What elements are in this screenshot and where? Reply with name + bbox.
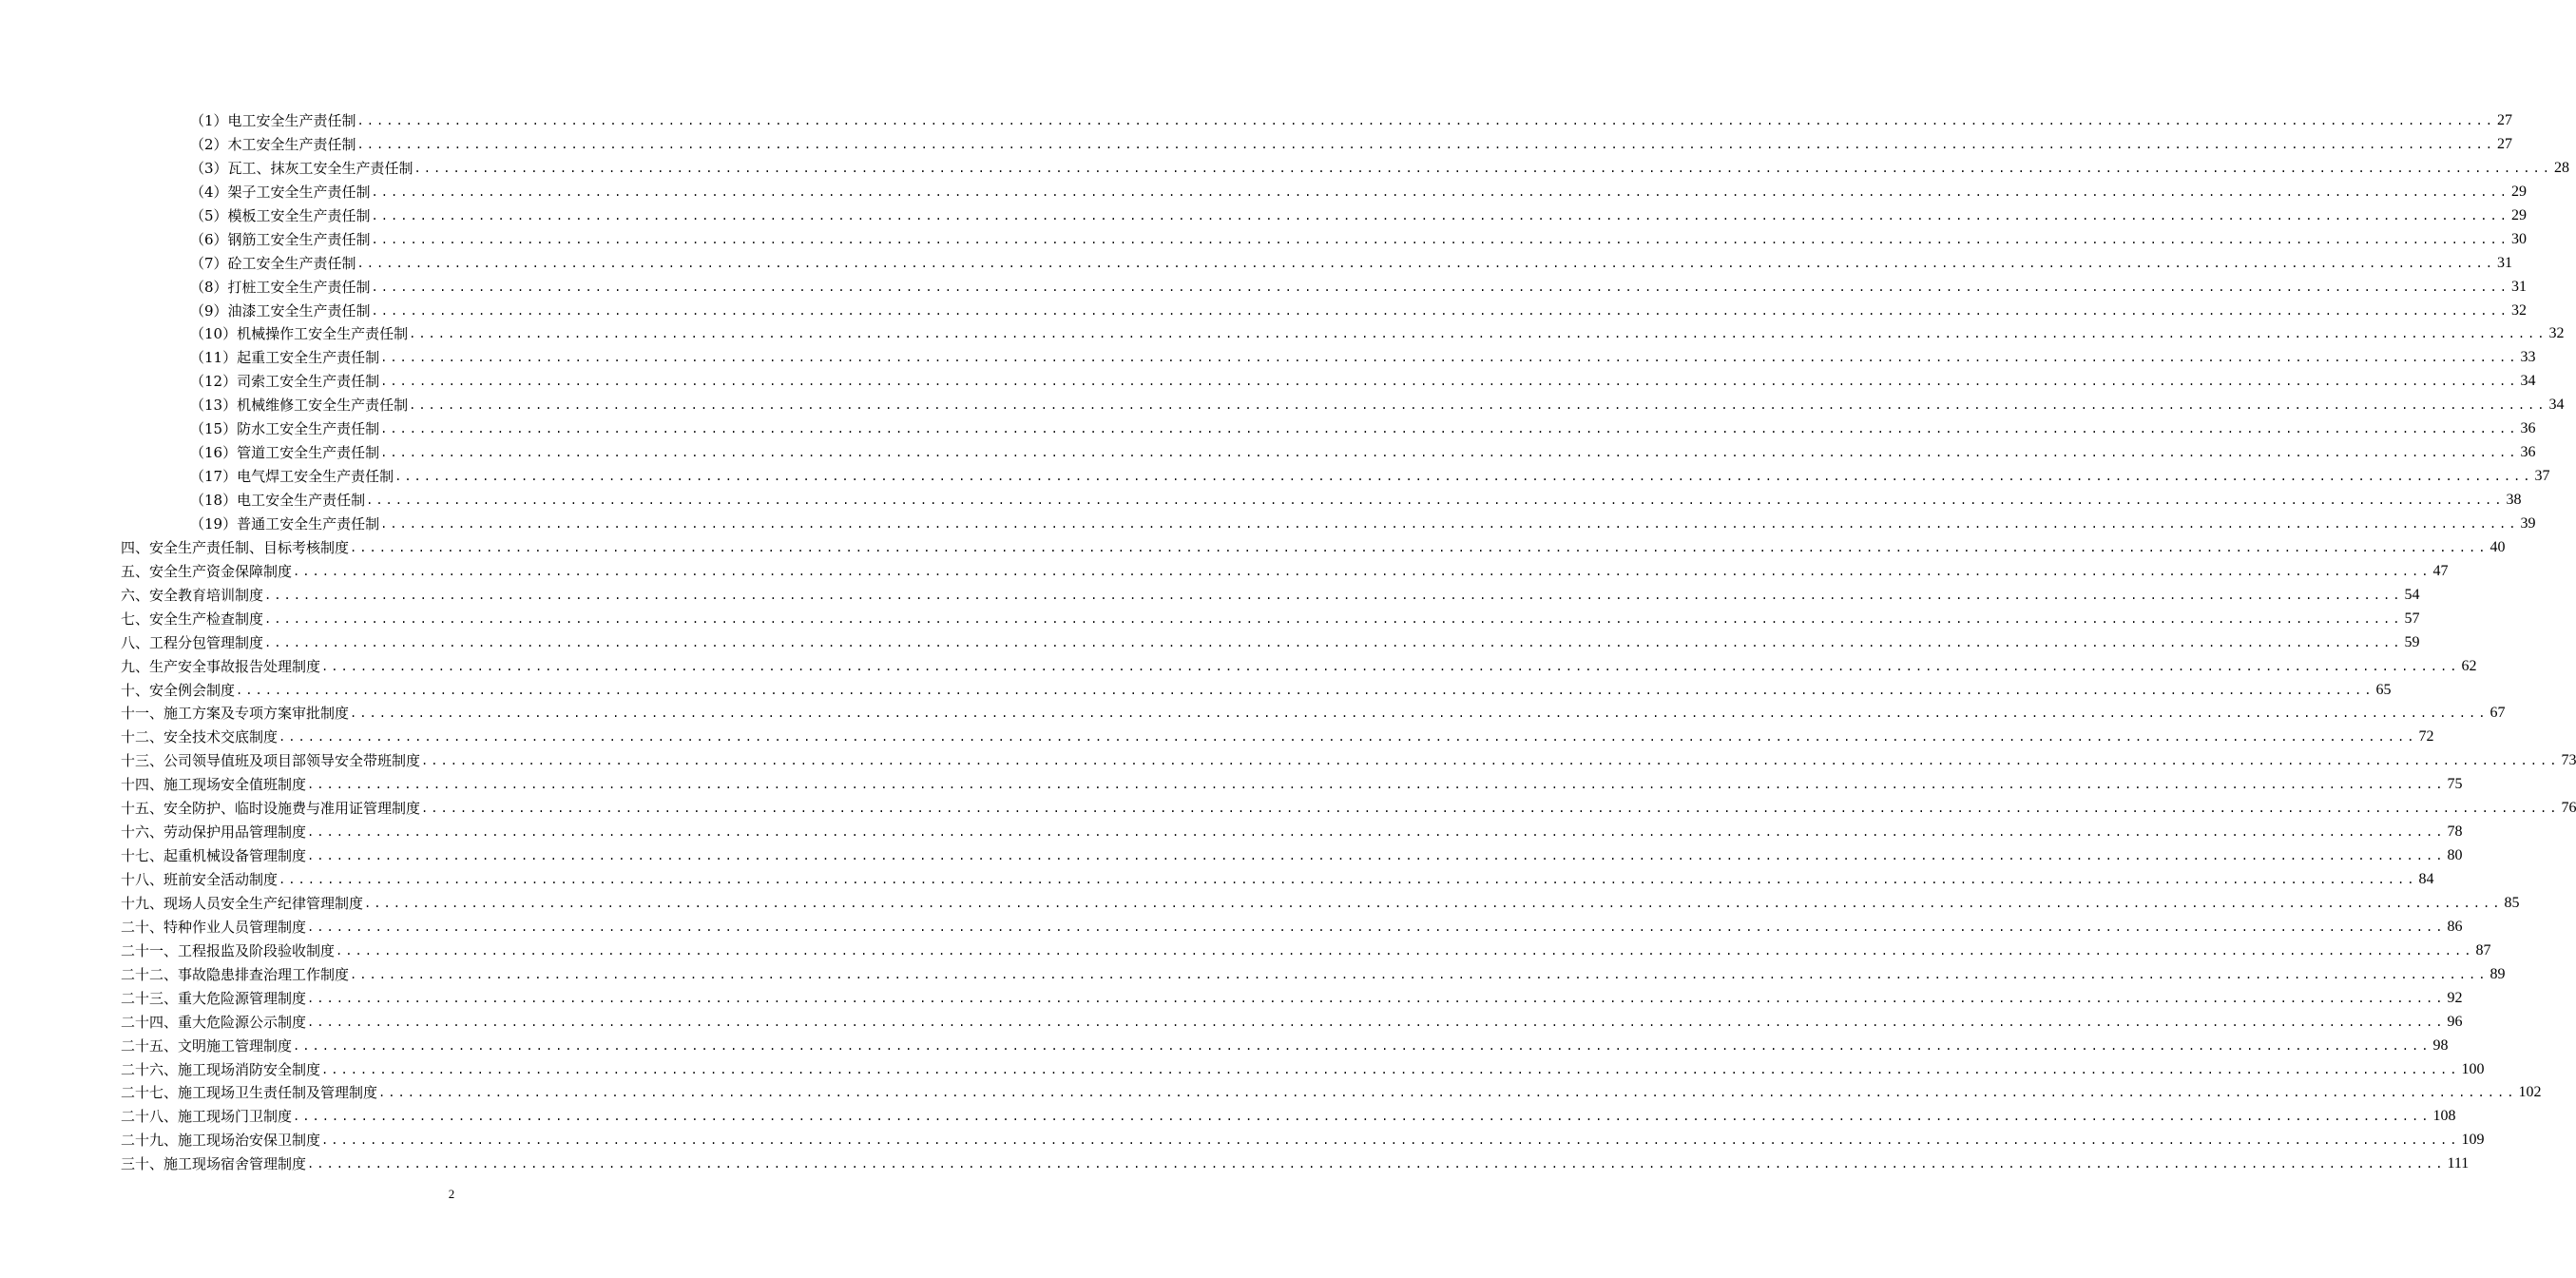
toc-entry-title: 十五、安全防护、临时设施费与准用证管理制度 [121, 800, 421, 818]
toc-entry-page: 65 [2375, 681, 2392, 698]
toc-entry-page: 34 [2520, 373, 2536, 390]
toc-entry-title: （13）机械维修工安全生产责任制 [190, 397, 409, 415]
dot-leader: ............................................................................................................................................................................................................................ [356, 256, 2495, 270]
toc-entry-page: 31 [2496, 254, 2512, 271]
toc-entry-title: （16）管道工安全生产责任制 [190, 444, 380, 462]
dot-leader: ............................................................................................................................................................................................................................ [307, 1015, 2446, 1029]
toc-entry[interactable] [0, 465, 2550, 489]
toc-entry[interactable] [0, 1035, 2449, 1058]
toc-entry[interactable] [0, 749, 2576, 773]
toc-entry-title: 八、工程分包管理制度 [121, 633, 264, 651]
table-of-contents [0, 109, 2576, 1176]
dot-leader: ............................................................................................................................................................................................................................ [364, 896, 2503, 910]
toc-entry-title: （19）普通工安全生产责任制 [190, 514, 380, 532]
toc-entry-title: （10）机械操作工安全生产责任制 [190, 325, 409, 343]
toc-entry-title: 五、安全生产资金保障制度 [121, 562, 293, 580]
toc-entry[interactable] [0, 1011, 2463, 1035]
toc-entry-page: 40 [2489, 538, 2506, 555]
dot-leader: ............................................................................................................................................................................................................................ [409, 327, 2547, 341]
toc-entry[interactable] [0, 797, 2576, 821]
toc-entry[interactable] [0, 1058, 2485, 1082]
toc-entry[interactable] [0, 844, 2463, 868]
toc-entry-page: 39 [2520, 514, 2536, 532]
dot-leader: ............................................................................................................................................................................................................................ [371, 303, 2509, 318]
dot-leader: ............................................................................................................................................................................................................................ [350, 540, 2489, 554]
toc-entry-page: 92 [2447, 989, 2463, 1006]
toc-entry[interactable] [0, 370, 2536, 394]
dot-leader: ............................................................................................................................................................................................................................ [350, 967, 2489, 981]
toc-entry[interactable] [0, 157, 2569, 181]
toc-entry-page: 96 [2447, 1013, 2463, 1030]
toc-entry-page: 108 [2432, 1108, 2456, 1125]
dot-leader: ............................................................................................................................................................................................................................ [307, 991, 2446, 1005]
dot-leader: ............................................................................................................................................................................................................................ [293, 1110, 2432, 1124]
toc-entry[interactable] [0, 821, 2463, 844]
dot-leader: ............................................................................................................................................................................................................................ [413, 161, 2552, 175]
toc-entry-title: （5）模板工安全生产责任制 [190, 206, 371, 224]
toc-entry[interactable] [0, 252, 2512, 276]
toc-entry-title: 二十、特种作业人员管理制度 [121, 918, 307, 936]
toc-entry-title: 十六、劳动保护用品管理制度 [121, 823, 307, 842]
toc-entry-page: 67 [2489, 705, 2506, 722]
toc-entry-title: 七、安全生产检查制度 [121, 610, 264, 628]
toc-entry-title: 四、安全生产责任制、目标考核制度 [121, 538, 350, 556]
dot-leader: ............................................................................................................................................................................................................................ [394, 470, 2533, 484]
toc-entry-title: （6）钢筋工安全生产责任制 [190, 230, 371, 248]
toc-entry-title: （7）砼工安全生产责任制 [190, 254, 356, 272]
dot-leader: ............................................................................................................................................................................................................................ [380, 446, 2519, 460]
toc-entry[interactable] [0, 441, 2536, 465]
toc-entry-page: 75 [2447, 776, 2463, 793]
toc-entry[interactable] [0, 109, 2512, 133]
dot-leader: ............................................................................................................................................................................................................................ [350, 707, 2489, 721]
dot-leader: ............................................................................................................................................................................................................................ [356, 114, 2495, 127]
toc-entry-page: 29 [2510, 206, 2527, 223]
toc-entry-title: 二十五、文明施工管理制度 [121, 1036, 293, 1055]
toc-entry-page: 72 [2418, 728, 2434, 746]
toc-entry[interactable] [0, 489, 2522, 513]
dot-leader: ............................................................................................................................................................................................................................ [321, 1062, 2460, 1076]
toc-entry[interactable] [0, 916, 2463, 939]
toc-entry-page: 80 [2447, 847, 2463, 864]
toc-entry-title: （17）电气焊工安全生产责任制 [190, 468, 394, 486]
toc-entry-title: 六、安全教育培训制度 [121, 586, 264, 604]
toc-entry[interactable] [0, 655, 2477, 679]
dot-leader: ............................................................................................................................................................................................................................ [371, 184, 2509, 199]
dot-leader: ............................................................................................................................................................................................................................ [371, 232, 2509, 246]
dot-leader: ............................................................................................................................................................................................................................ [421, 802, 2560, 816]
toc-entry-page: 98 [2432, 1036, 2449, 1054]
toc-entry-title: （12）司索工安全生产责任制 [190, 373, 380, 391]
dot-leader: ............................................................................................................................................................................................................................ [336, 943, 2474, 958]
toc-entry-page: 32 [2548, 325, 2565, 342]
toc-entry-title: 二十六、施工现场消防安全制度 [121, 1060, 321, 1078]
dot-leader: ............................................................................................................................................................................................................................ [371, 208, 2509, 223]
toc-entry[interactable] [0, 773, 2463, 797]
dot-leader: ............................................................................................................................................................................................................................ [279, 873, 2417, 886]
toc-entry[interactable] [0, 679, 2392, 703]
toc-entry-page: 29 [2510, 183, 2527, 200]
toc-entry-page: 84 [2418, 871, 2434, 887]
toc-entry[interactable] [0, 513, 2536, 536]
toc-entry-page: 73 [2561, 752, 2576, 769]
dot-leader: ............................................................................................................................................................................................................................ [366, 494, 2505, 507]
toc-entry-page: 47 [2432, 562, 2449, 579]
toc-entry-title: 二十二、事故隐患排查治理工作制度 [121, 965, 350, 983]
toc-entry[interactable] [0, 204, 2527, 228]
toc-entry-page: 78 [2447, 823, 2463, 841]
toc-entry-page: 59 [2404, 633, 2420, 650]
dot-leader: ............................................................................................................................................................................................................................ [421, 754, 2560, 768]
dot-leader: ............................................................................................................................................................................................................................ [307, 920, 2446, 934]
toc-entry[interactable] [0, 939, 2491, 963]
toc-entry-page: 28 [2553, 159, 2569, 176]
toc-entry[interactable] [0, 181, 2527, 204]
dot-leader: ............................................................................................................................................................................................................................ [380, 422, 2519, 436]
toc-entry-page: 87 [2475, 941, 2491, 958]
toc-entry-title: 二十七、施工现场卫生责任制及管理制度 [121, 1084, 378, 1102]
dot-leader: ............................................................................................................................................................................................................................ [409, 398, 2547, 413]
toc-entry-title: （18）电工安全生产责任制 [190, 492, 366, 509]
toc-entry-title: 十七、起重机械设备管理制度 [121, 847, 307, 865]
toc-entry-page: 62 [2461, 657, 2477, 674]
toc-entry-title: （1）电工安全生产责任制 [190, 112, 356, 129]
dot-leader: ............................................................................................................................................................................................................................ [307, 849, 2446, 863]
toc-entry-title: 二十八、施工现场门卫制度 [121, 1108, 293, 1126]
toc-entry-page: 30 [2510, 230, 2527, 247]
toc-entry-page: 85 [2504, 894, 2520, 911]
toc-entry-title: （2）木工安全生产责任制 [190, 135, 356, 153]
toc-entry-page: 76 [2561, 800, 2576, 817]
toc-entry-title: （15）防水工安全生产责任制 [190, 420, 380, 438]
toc-entry-title: 二十九、施工现场治安保卫制度 [121, 1132, 321, 1150]
toc-entry[interactable] [0, 228, 2527, 252]
toc-entry[interactable] [0, 584, 2420, 608]
toc-entry-title: 三十、施工现场宿舍管理制度 [121, 1155, 307, 1173]
toc-entry[interactable] [0, 868, 2434, 892]
toc-entry-title: （11）起重工安全生产责任制 [190, 349, 380, 367]
dot-leader: ............................................................................................................................................................................................................................ [307, 825, 2446, 840]
toc-entry-page: 102 [2518, 1084, 2542, 1101]
toc-entry-title: 十四、施工现场安全值班制度 [121, 776, 307, 794]
toc-entry-page: 31 [2510, 278, 2527, 295]
toc-entry[interactable] [0, 726, 2434, 749]
toc-entry[interactable] [0, 300, 2527, 323]
toc-entry-title: 十八、班前安全活动制度 [121, 871, 279, 888]
toc-entry[interactable] [0, 1081, 2542, 1105]
dot-leader: ............................................................................................................................................................................................................................ [307, 1157, 2446, 1172]
toc-entry-title: （4）架子工安全生产责任制 [190, 183, 371, 201]
toc-entry-page: 32 [2510, 301, 2527, 319]
dot-leader: ............................................................................................................................................................................................................................ [293, 564, 2432, 578]
dot-leader: ............................................................................................................................................................................................................................ [371, 280, 2509, 294]
dot-leader: ............................................................................................................................................................................................................................ [293, 1038, 2432, 1053]
toc-entry-title: （3）瓦工、抹灰工安全生产责任制 [190, 159, 413, 177]
toc-entry-title: 十、安全例会制度 [121, 681, 236, 699]
dot-leader: ............................................................................................................................................................................................................................ [321, 659, 2460, 673]
toc-entry[interactable] [0, 394, 2565, 417]
toc-entry-title: （8）打桩工安全生产责任制 [190, 278, 371, 296]
toc-entry-page: 86 [2447, 918, 2463, 935]
toc-entry-page: 33 [2520, 349, 2536, 366]
toc-entry-title: 二十四、重大危险源公示制度 [121, 1013, 307, 1031]
dot-leader: ............................................................................................................................................................................................................................ [264, 588, 2403, 602]
toc-entry[interactable] [0, 417, 2536, 441]
toc-entry[interactable] [0, 560, 2449, 584]
toc-entry[interactable] [0, 322, 2565, 346]
toc-entry-page: 38 [2506, 492, 2522, 508]
toc-entry-page: 100 [2461, 1060, 2485, 1077]
toc-entry[interactable] [0, 536, 2506, 560]
dot-leader: ............................................................................................................................................................................................................................ [264, 611, 2403, 626]
toc-entry[interactable] [0, 1152, 2470, 1176]
dot-leader: ............................................................................................................................................................................................................................ [321, 1133, 2460, 1148]
toc-entry-page: 54 [2404, 586, 2420, 603]
toc-entry-page: 34 [2548, 397, 2565, 414]
dot-leader: ............................................................................................................................................................................................................................ [378, 1086, 2517, 1100]
page-number: 2 [448, 1187, 455, 1201]
toc-entry-page: 109 [2461, 1132, 2485, 1149]
toc-entry[interactable] [0, 892, 2520, 916]
dot-leader: ............................................................................................................................................................................................................................ [307, 778, 2446, 792]
dot-leader: ............................................................................................................................................................................................................................ [236, 683, 2374, 697]
toc-entry-title: 十三、公司领导值班及项目部领导安全带班制度 [121, 752, 421, 770]
toc-entry[interactable] [0, 133, 2512, 157]
toc-entry-page: 57 [2404, 610, 2420, 627]
toc-entry-title: 十一、施工方案及专项方案审批制度 [121, 705, 350, 723]
toc-entry[interactable] [0, 1105, 2456, 1129]
dot-leader: ............................................................................................................................................................................................................................ [264, 635, 2403, 649]
toc-entry-page: 27 [2496, 135, 2512, 152]
toc-entry[interactable] [0, 346, 2536, 370]
toc-entry-page: 36 [2520, 444, 2536, 461]
toc-entry-page: 111 [2447, 1155, 2470, 1172]
toc-entry-page: 89 [2489, 965, 2506, 982]
toc-entry-title: 十九、现场人员安全生产纪律管理制度 [121, 894, 364, 912]
toc-entry-page: 27 [2496, 112, 2512, 128]
toc-entry[interactable] [0, 631, 2420, 655]
toc-entry[interactable] [0, 702, 2506, 726]
toc-entry[interactable] [0, 1129, 2485, 1152]
toc-entry[interactable] [0, 276, 2527, 300]
toc-entry-title: （9）油漆工安全生产责任制 [190, 301, 371, 320]
toc-entry-page: 36 [2520, 420, 2536, 437]
toc-entry-page: 37 [2534, 468, 2550, 485]
toc-entry-title: 十二、安全技术交底制度 [121, 728, 279, 746]
toc-entry[interactable] [0, 987, 2463, 1011]
toc-entry[interactable] [0, 608, 2420, 631]
toc-entry[interactable] [0, 963, 2506, 987]
dot-leader: ............................................................................................................................................................................................................................ [380, 351, 2519, 365]
toc-entry-title: 二十三、重大危险源管理制度 [121, 989, 307, 1007]
dot-leader: ............................................................................................................................................................................................................................ [380, 516, 2519, 531]
toc-entry-title: 二十一、工程报监及阶段验收制度 [121, 941, 336, 959]
dot-leader: ............................................................................................................................................................................................................................ [380, 375, 2519, 389]
dot-leader: ............................................................................................................................................................................................................................ [279, 730, 2417, 745]
dot-leader: ............................................................................................................................................................................................................................ [356, 137, 2495, 151]
toc-entry-title: 九、生产安全事故报告处理制度 [121, 657, 321, 675]
